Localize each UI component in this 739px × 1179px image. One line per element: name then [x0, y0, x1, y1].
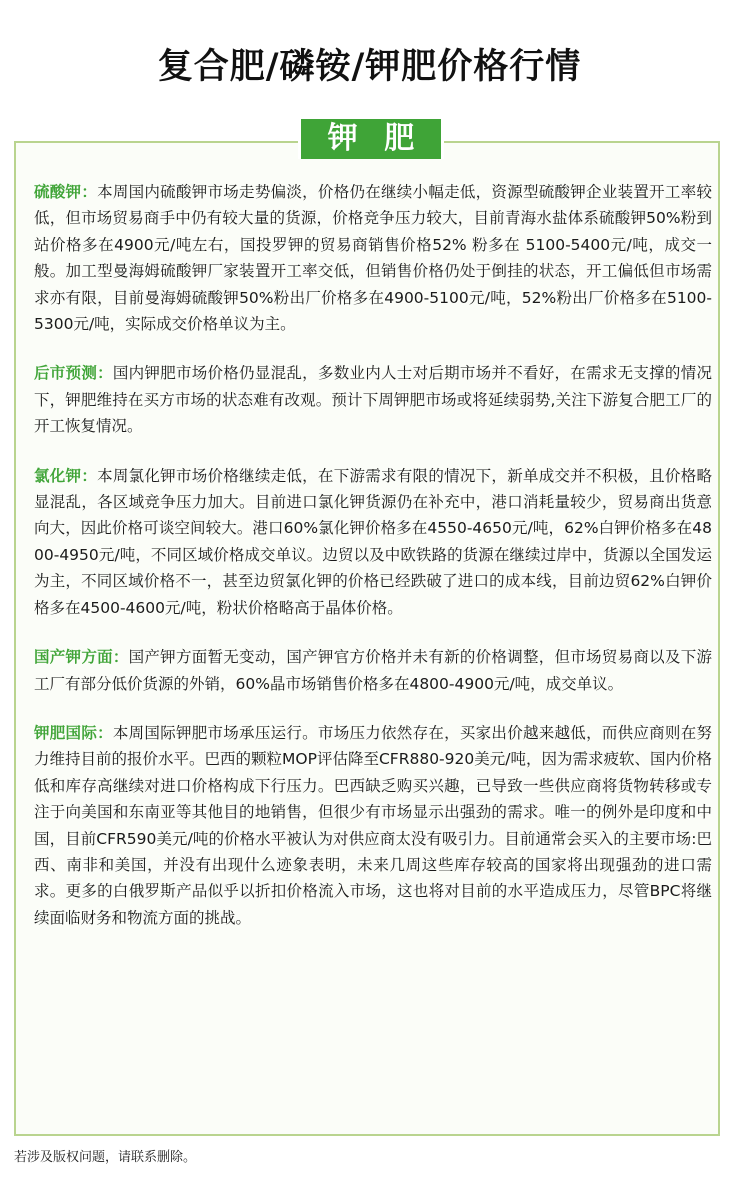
paragraph-label: 国产钾方面：: [34, 648, 129, 667]
paragraph-potassium-chloride: [34, 463, 712, 621]
paragraph-text: 国内钾肥市场价格仍显混乱，多数业内人士对后期市场并不看好，在需求无支撑的情况下，钾肥维持在买方市场的状态难有改观。预计下周钾肥市场或将延续弱势,关注下游复合肥工厂的开工恢复情况。: [34, 364, 712, 436]
paragraph-text: 本周氯化钾市场价格继续走低，在下游需求有限的情况下，新单成交并不积极，且价格略显混乱，各区域竞争压力加大。目前进口氯化钾货源仍在补充中，港口消耗量较少，贸易商出货意向大，因此价格可谈空间较大。港口60%氯化钾价格多在4550-4650元/吨，62%白钾价格多在4800-4950元/吨，不同区域价格成交单议。边贸以及中欧铁路的货源在继续过岸中，货源以全国发运为主，不同区域价格不一，甚至边贸氯化钾的价格已经跌破了进口的成本线，目前边贸62%白钾价格多在4500-4600元/吨，粉状价格略高于晶体价格。: [34, 466, 712, 617]
paragraph-potassium-sulfate: [34, 179, 712, 337]
copyright-notice: 若涉及版权问题，请联系删除。: [14, 1150, 197, 1165]
paragraph-text: 本周国际钾肥市场承压运行。市场压力依然存在，买家出价越来越低，而供应商则在努力维持目前的报价水平。巴西的颗粒MOP评估降至CFR880-920美元/吨，因为需求疲软、国内价格低和库存高继续对进口价格构成下行压力。巴西缺乏购买兴趣，已导致一些供应商将货物转移或专注于向美国和东南亚等其他目的地销售，但很少有市场显示出强劲的需求。唯一的例外是印度和中国，目前CFR590美元/吨的价格水平被认为对供应商太没有吸引力。目前通常会买入的主要市场:巴西、南非和美国，并没有出现什么迹象表明，未来几周这些库存较高的国家将出现强劲的进口需求。更多的白俄罗斯产品似乎以折扣价格流入市场，这也将对目前的水平造成压力，尽管BPC将继续面临财务和物流方面的挑战。: [34, 723, 712, 927]
paragraph-international-potash: [34, 720, 712, 931]
paragraph-text: 本周国内硫酸钾市场走势偏淡，价格仍在继续小幅走低，资源型硫酸钾企业装置开工率较低，但市场贸易商手中仍有较大量的货源，价格竞争压力较大，目前青海水盐体系硫酸钾50%粉到站价格多在4900元/吨左右，国投罗钾的贸易商销售价格52% 粉多在 5100-5400元/吨，成交一般。加工型曼海姆硫酸钾厂家装置开工率交低，但销售价格仍处于倒挂的状态，开工偏低但市场需求亦有限，目前曼海姆硫酸钾50%粉出厂价格多在4900-5100元/吨，52%粉出厂价格多在5100-5300元/吨，实际成交价格单议为主。: [34, 183, 712, 334]
paragraph-label: 钾肥国际：: [34, 723, 113, 742]
paragraph-market-forecast: [34, 360, 712, 439]
section-content: [34, 179, 712, 954]
paragraph-label: 后市预测：: [34, 364, 113, 383]
paragraph-label: 硫酸钾：: [34, 183, 98, 201]
page-title: 复合肥/磷铵/钾肥价格行情: [157, 47, 582, 87]
section-header-potash: 钾 肥: [298, 119, 444, 159]
paragraph-domestic-potash: [34, 644, 712, 697]
paragraph-label: 氯化钾：: [34, 466, 98, 485]
paragraph-text: 国产钾方面暂无变动，国产钾官方价格并未有新的价格调整，但市场贸易商以及下游工厂有部分低价货源的外销，60%晶市场销售价格多在4800-4900元/吨，成交单议。: [34, 648, 712, 693]
